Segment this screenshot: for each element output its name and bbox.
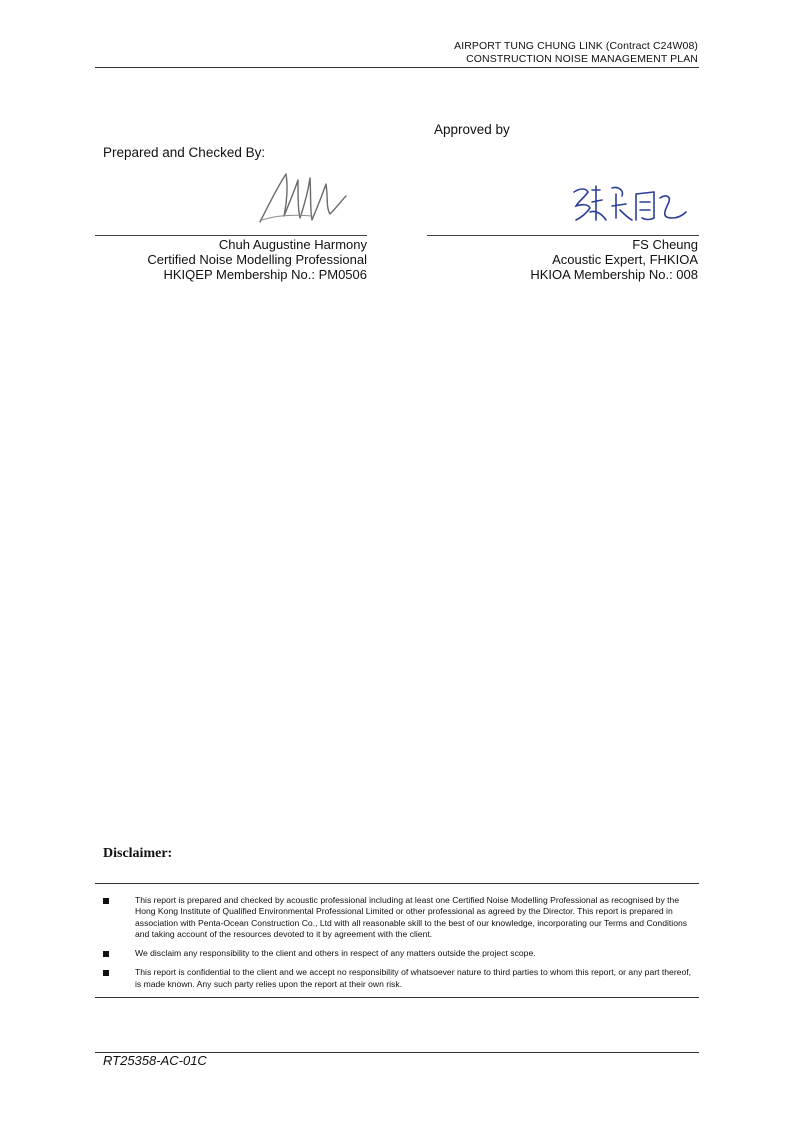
signature-right (568, 180, 690, 226)
signatory-left-title: Certified Noise Modelling Professional (147, 252, 367, 267)
signatory-right-membership: HKIOA Membership No.: 008 (530, 267, 698, 282)
disclaimer-title: Disclaimer: (103, 846, 173, 861)
disclaimer-item (103, 967, 693, 990)
signature-line-right (427, 235, 699, 236)
approved-by-label: Approved by (434, 122, 510, 137)
disclaimer-list (103, 895, 693, 998)
report-code: RT25358-AC-01C (103, 1053, 207, 1068)
signatory-left-name: Chuh Augustine Harmony (218, 237, 367, 252)
signatory-right-title: Acoustic Expert, FHKIOA (552, 252, 698, 267)
signatory-right (530, 237, 698, 282)
prepared-by-label: Prepared and Checked By: (103, 145, 266, 160)
disclaimer-item-text: This report is confidential to the client and we accept no responsibility of whatsoever nature to third parties to whom this report, or any part thereof, is made known. Any such party relies upon the report at their own risk. (135, 967, 692, 989)
square-bullet-icon (103, 898, 109, 904)
signatory-left (147, 237, 367, 282)
signatory-right-name: FS Cheung (632, 237, 698, 252)
disclaimer-bottom-divider (95, 997, 699, 998)
header-document-title: CONSTRUCTION NOISE MANAGEMENT PLAN (466, 53, 698, 65)
signature-line-left (95, 235, 367, 236)
disclaimer-item-text: We disclaim any responsibility to the client and others in respect of any matters outside the project scope. (135, 948, 536, 959)
signatory-left-membership: HKIQEP Membership No.: PM0506 (163, 267, 367, 282)
header-project-title: AIRPORT TUNG CHUNG LINK (Contract C24W08) (454, 40, 698, 52)
disclaimer-item (103, 895, 693, 940)
document-header (454, 40, 698, 66)
disclaimer-top-divider (95, 883, 699, 884)
disclaimer-item (103, 948, 693, 959)
square-bullet-icon (103, 951, 109, 957)
disclaimer-item-text: This report is prepared and checked by acoustic professional including at least one Certified Noise Modelling Professional as recognised by the Hong Kong Institute of Qualified Environmental Professional Limited or other professional as agreed by the Director. This report is prepared in association with Penta-Ocean Construction Co., Ltd with all reasonable skill to the best of our knowledge, incorporating our Terms and Conditions and taking account of the resources devoted to it by agreement with the client. (135, 895, 688, 939)
square-bullet-icon (103, 970, 109, 976)
header-divider (95, 67, 699, 68)
signature-left (252, 166, 362, 228)
